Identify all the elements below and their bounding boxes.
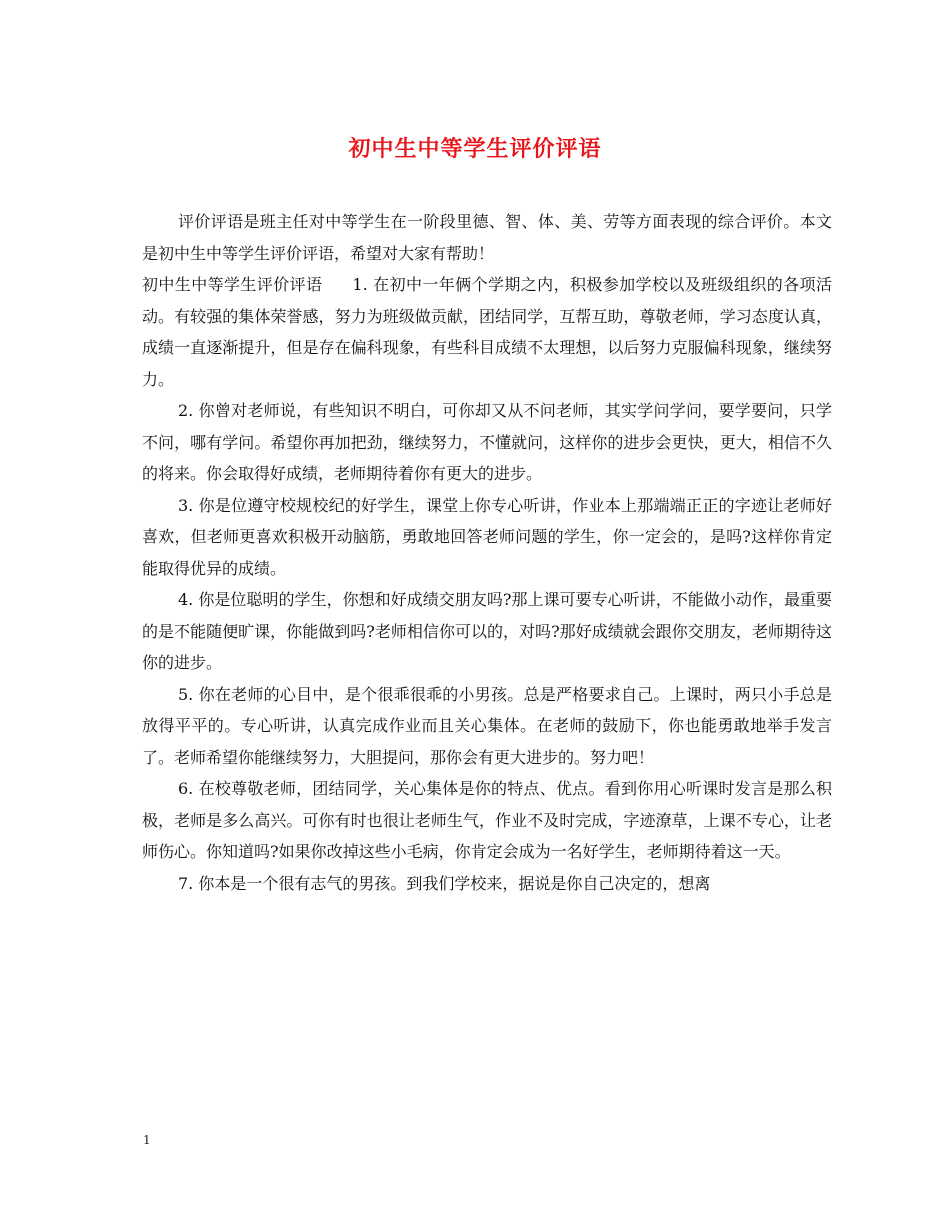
evaluation-item-6: 6. 在校尊敬老师，团结同学，关心集体是你的特点、优点。看到你用心听课时发言是那么积极，老师是多么高兴。可你有时也很让老师生气，作业不及时完成，字迹潦草，上课不专心，让老师伤心。你知道吗?如果你改掉这些小毛病，你肯定会成为一名好学生，老师期待着这一天。: [142, 779, 832, 861]
document-body: [142, 206, 832, 899]
document-title: 初中生中等学生评价评语: [348, 136, 602, 162]
page-number: 1: [143, 1133, 151, 1147]
evaluation-item-2: 2. 你曾对老师说，有些知识不明白，可你却又从不问老师，其实学问学问，要学要问，只学不问，哪有学问。希望你再加把劲，继续努力，不懂就问，这样你的进步会更快，更大，相信不久的将来。你会取得好成绩，老师期待着你有更大的进步。: [142, 401, 832, 483]
evaluation-item-3: 3. 你是位遵守校规校纪的好学生，课堂上你专心听讲，作业本上那端端正正的字迹让老师好喜欢，但老师更喜欢积极开动脑筋，勇敢地回答老师问题的学生，你一定会的，是吗?这样你肯定能取得优异的成绩。: [142, 495, 832, 578]
section-paragraph-1: [142, 269, 832, 395]
evaluation-item-5: 5. 你在老师的心目中，是个很乖很乖的小男孩。总是严格要求自己。上课时，两只小手总是放得平平的。专心听讲，认真完成作业而且关心集体。在老师的鼓励下，你也能勇敢地举手发言了。老师希望你能继续努力，大胆提问，那你会有更大进步的。努力吧！: [142, 684, 832, 767]
evaluation-item-4: 4. 你是位聪明的学生，你想和好成绩交朋友吗?那上课可要专心听讲，不能做小动作，最重要的是不能随便旷课，你能做到吗?老师相信你可以的，对吗?那好成绩就会跟你交朋友，老师期待这你的进步。: [142, 590, 832, 672]
evaluation-item-1: 1. 在初中一年俩个学期之内，积极参加学校以及班级组织的各项活动。有较强的集体荣誉感，努力为班级做贡献，团结同学，互帮互助，尊敬老师，学习态度认真，成绩一直逐渐提升，但是存在偏科现象，有些科目成绩不太理想，以后努力克服偏科现象，继续努力。: [142, 275, 832, 389]
evaluation-item-7: 7. 你本是一个很有志气的男孩。到我们学校来，据说是你自己决定的，想离: [178, 873, 711, 893]
section-heading: 初中生中等学生评价评语: [142, 275, 323, 294]
intro-paragraph: 评价评语是班主任对中等学生在一阶段里德、智、体、美、劳等方面表现的综合评价。本文是初中生中等学生评价评语，希望对大家有帮助！: [142, 212, 832, 263]
